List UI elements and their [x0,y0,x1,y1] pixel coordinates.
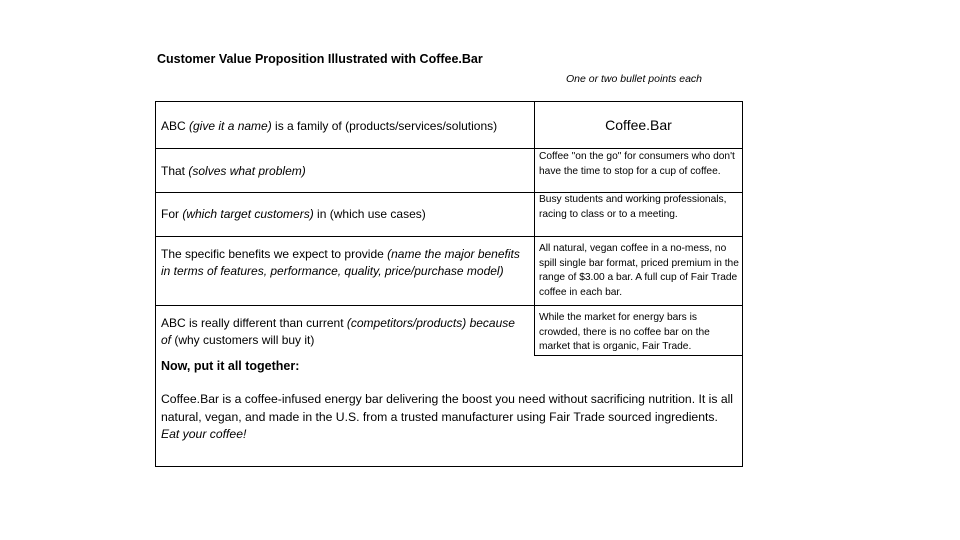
row-divider [155,305,743,306]
row-label: For (which target customers) in (which use cases) [161,207,426,221]
row-divider [534,355,743,356]
page-title: Customer Value Proposition Illustrated with Coffee.Bar [157,52,483,66]
row-value: While the market for energy bars is crowded, there is no coffee bar on the market that is organic, Fair Trade. [539,312,710,352]
row-label: ABC is really different than current (competitors/products) because of (why customers will buy it) [161,316,515,347]
summary-paragraph [161,391,736,444]
row-label: The specific benefits we expect to provide (name the major benefits in terms of features, performance, quality, price/purchase model) [161,247,520,278]
row-value: All natural, vegan coffee in a no-mess, no spill single bar format, priced premium in the range of $3.00 a bar. A full cup of Fair Trade coffee in each bar. [539,243,739,298]
row-divider [155,236,743,237]
summary-tagline: Eat your coffee! [161,427,247,441]
row-value: Coffee "on the go" for consumers who don't have the time to stop for a cup of coffee. [539,151,735,177]
instruction-note: One or two bullet points each [566,73,702,85]
together-heading: Now, put it all together: [161,359,300,373]
row-label: ABC (give it a name) is a family of (products/services/solutions) [161,119,498,133]
row-label: That (solves what problem) [161,164,306,178]
summary-text: Coffee.Bar is a coffee-infused energy bar delivering the boost you need without sacrificing nutrition. It is all natural, vegan, and made in the U.S. from a trusted manufacturer using Fair Trade sourced ingredients. [161,392,734,424]
product-header: Coffee.Bar [605,117,672,133]
row-value: Busy students and working professionals, racing to class or to a meeting. [539,194,727,220]
